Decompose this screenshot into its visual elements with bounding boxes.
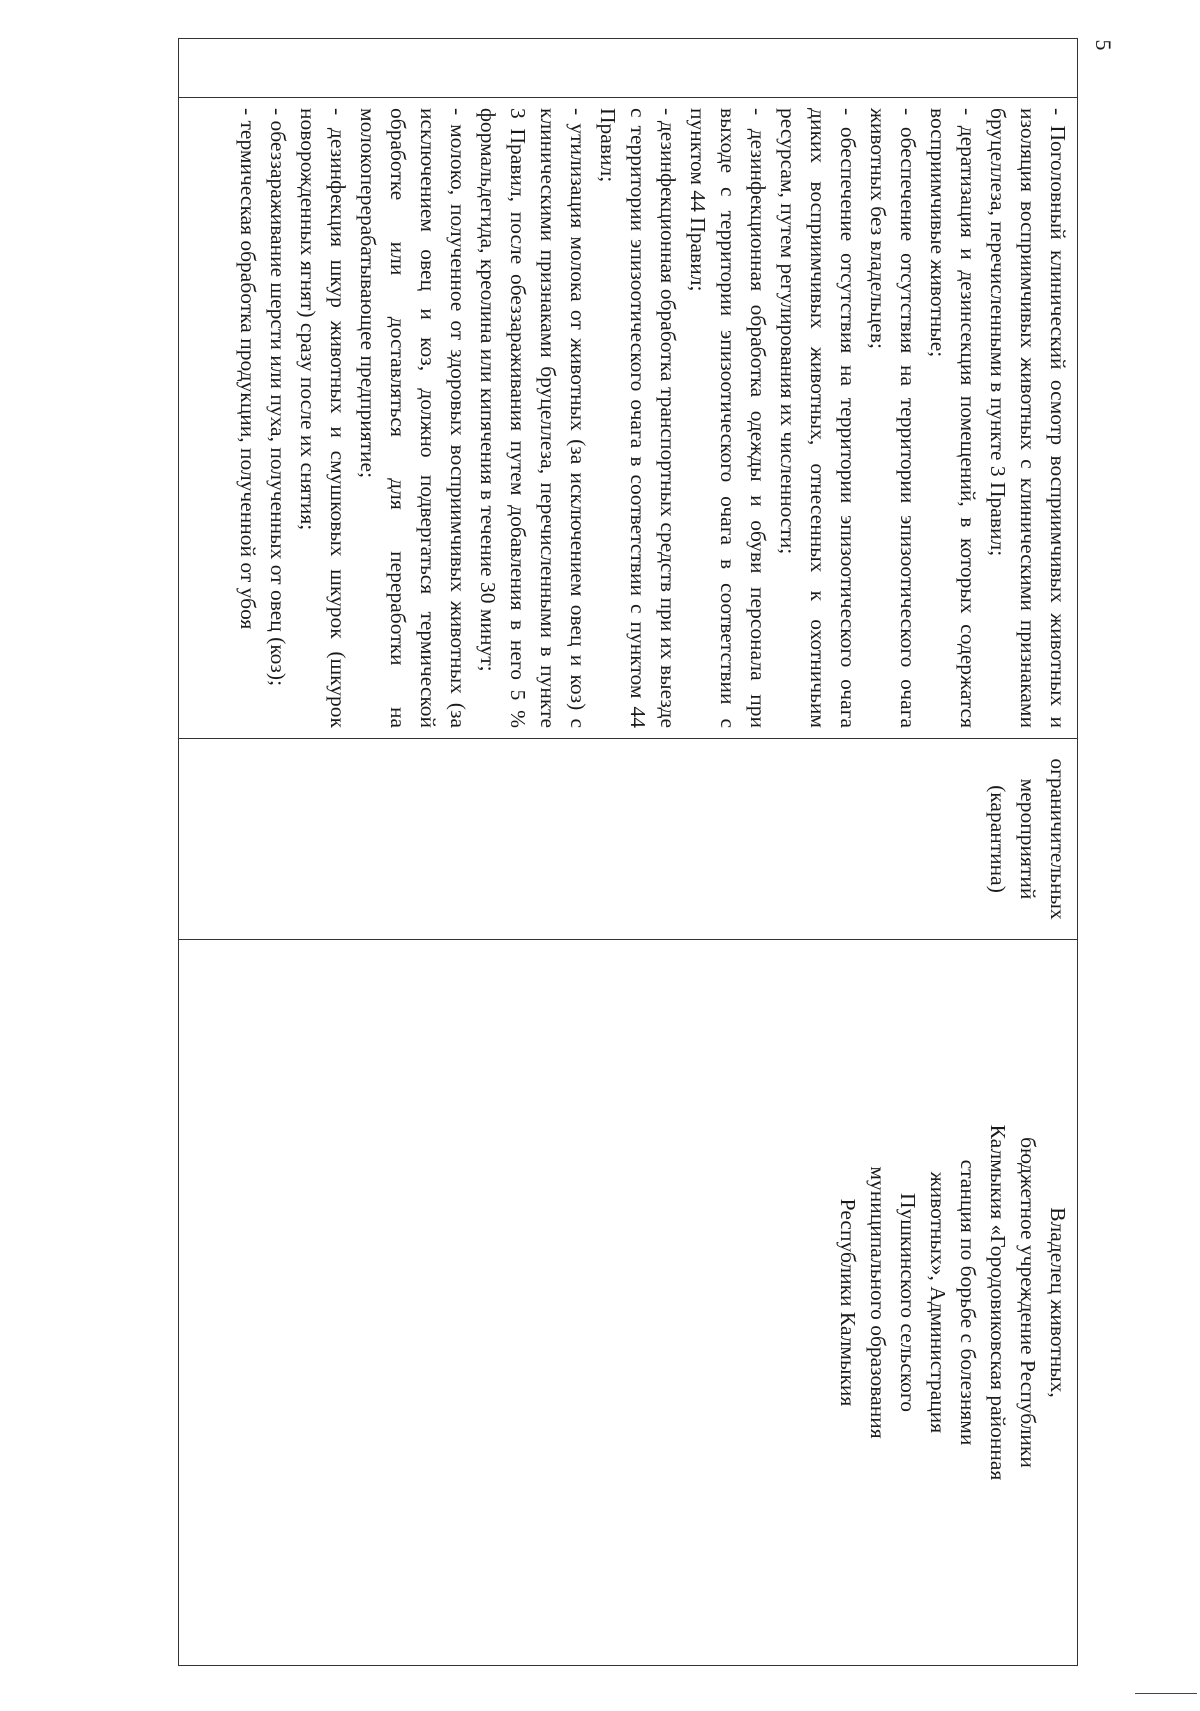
responsible-line-1: Владелец животных, — [1046, 1207, 1070, 1398]
measures-cell — [179, 98, 1078, 739]
measure-item-6: - дезинфекционная обработка транспортных средств при их выезде с территории эпизоотического очага в соответствии с пунктом 44 Правил; — [596, 108, 680, 728]
period-line-2: мероприятий — [1016, 778, 1040, 900]
bottom-rule — [1135, 1693, 1197, 1694]
measure-item-10: - обеззараживание шерсти или пуха, полученных от овец (коз); — [266, 108, 290, 687]
period-cell — [179, 739, 1078, 940]
responsible-line-5: животных», Администрация — [926, 1171, 950, 1434]
table-row — [179, 39, 1078, 1666]
responsible-cell — [179, 940, 1078, 1666]
measure-item-1: - Поголовный клинический осмотр восприимчивых животных и изоляция восприимчивых животных с клиническими признаками бруцеллеза, перечисленными в пункте 3 Правил; — [986, 108, 1070, 728]
measures-table — [178, 38, 1078, 1666]
measure-item-7: - утилизация молока от животных (за исключением овец и коз) с клиническими признаками бруцеллеза, перечисленными в пункте 3 Правил, после обеззараживания путем добавления в него 5 % формальдегида, креолина или кипячения в течение 30 минут; — [476, 108, 590, 728]
responsible-line-3: Калмыкия «Городовиковская районная — [986, 1124, 1010, 1481]
measure-item-11: - термическая обработка продукции, полученной от убоя — [236, 108, 260, 630]
period-line-3: (карантина) — [986, 785, 1010, 893]
responsible-line-4: станция по борьбе с болезнями — [956, 1159, 980, 1446]
responsible-line-6: Пушкинского сельского — [896, 1193, 920, 1412]
table-frame — [178, 38, 1078, 1666]
responsible-line-7: муниципального образования — [866, 1166, 890, 1439]
measure-item-3: - обеспечение отсутствия на территории эпизоотического очага животных без владельцев; — [866, 108, 920, 728]
measure-item-8: - молоко, полученное от здоровых восприимчивых животных (за исключением овец и коз, должно подвергаться термической обработке или доставляться для переработки на молокоперерабатывающее предприятие; — [356, 108, 470, 728]
responsible-line-2: бюджетное учреждение Республики — [1016, 1137, 1040, 1468]
responsible-line-8: Республики Калмыкия — [836, 1198, 860, 1407]
measure-item-9: - дезинфекция шкур животных и смушковых шкурок (шкурок новорожденных ягнят) сразу после их снятия; — [296, 108, 350, 728]
measure-item-5: - дезинфекционная обработка одежды и обуви персонала при выходе с территории эпизоотического очага в соответствии с пунктом 44 Правил; — [686, 108, 770, 728]
landscape-page — [178, 38, 1078, 1666]
measure-item-4: - обеспечение отсутствия на территории эпизоотического очага диких восприимчивых животных, отнесенных к охотничьим ресурсам, путем регулирования их численности; — [776, 108, 860, 728]
measure-item-2: - дератизация и дезинсекция помещений, в которых содержатся восприимчивые животные; — [926, 108, 980, 728]
number-cell — [179, 39, 1078, 98]
period-line-1: ограничительных — [1046, 758, 1070, 920]
page-number: 5 — [1091, 39, 1116, 51]
